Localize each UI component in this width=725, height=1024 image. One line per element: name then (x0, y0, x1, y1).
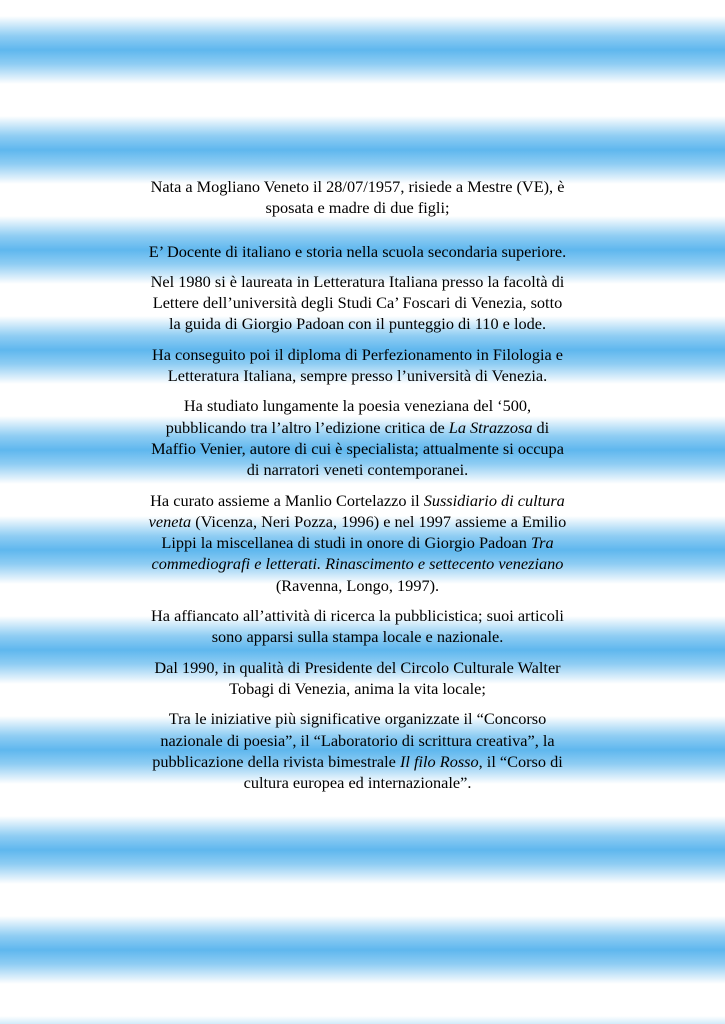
book-title: La Strazzosa (448, 417, 533, 437)
text-run: Nel 1980 si è laureata in Letteratura Italiana presso la facoltà di Lettere dell’università degli Studi Ca’ Foscari di Venezia, sotto la guida di Giorgio Padoan con il punteggio di 110 e lode. (150, 271, 565, 334)
paragraph-editing (145, 490, 570, 596)
paragraph-degree (145, 271, 570, 335)
paragraph-journalism (145, 605, 570, 648)
text-run: (Ravenna, Longo, 1997). (275, 575, 440, 595)
text-run: Ha curato assieme a Manlio Cortelazzo il (150, 490, 424, 510)
paragraph-teacher (145, 241, 570, 262)
text-run: , il “Corso di cultura europea ed internazionale”. (243, 751, 563, 793)
paragraph-initiatives (145, 708, 570, 793)
text-run: Ha conseguito poi il diploma di Perfezionamento in Filologia e Letteratura Italiana, sempre presso l’università di Venezia. (151, 344, 564, 386)
text-run: Nata a Mogliano Veneto il 28/07/1957, risiede a Mestre (VE), è sposata e madre di due figli; (150, 177, 565, 218)
book-title: Sussidiario di cultura veneta (148, 490, 565, 531)
paragraph-birth (145, 176, 570, 219)
text-run: di Maffio Venier, autore di cui è specialista; attualmente si occupa di narratori veneti contemporanei. (151, 417, 564, 480)
magazine-title: Il filo Rosso (399, 751, 479, 771)
biography-text (145, 176, 570, 802)
book-title: Tra commediografi e letterati. Rinascimento e settecento veneziano (151, 533, 564, 574)
text-run: E’ Docente di italiano e storia nella scuola secondaria superiore. (148, 241, 567, 261)
paragraph-president (145, 657, 570, 700)
text-run: Ha affiancato all’attività di ricerca la pubblicistica; suoi articoli sono apparsi sulla stampa locale e nazionale. (151, 606, 564, 647)
text-run: Ha studiato lungamente la poesia veneziana del ‘500, pubblicando tra l’altro l’edizione critica de (165, 396, 532, 437)
text-run: Tra le iniziative più significative organizzate il “Concorso nazionale di poesia”, il “Laboratorio di scrittura creativa”, la pubblicazione della rivista bimestrale (152, 709, 555, 771)
text-run: Dal 1990, in qualità di Presidente del Circolo Culturale Walter Tobagi di Venezia, anima la vita locale; (154, 657, 561, 698)
text-run: (Vicenza, Neri Pozza, 1996) e nel 1997 assieme a Emilio Lippi la miscellanea di studi in onore di Giorgio Padoan (161, 511, 567, 553)
paragraph-studies (145, 395, 570, 480)
paragraph-diploma (145, 344, 570, 387)
